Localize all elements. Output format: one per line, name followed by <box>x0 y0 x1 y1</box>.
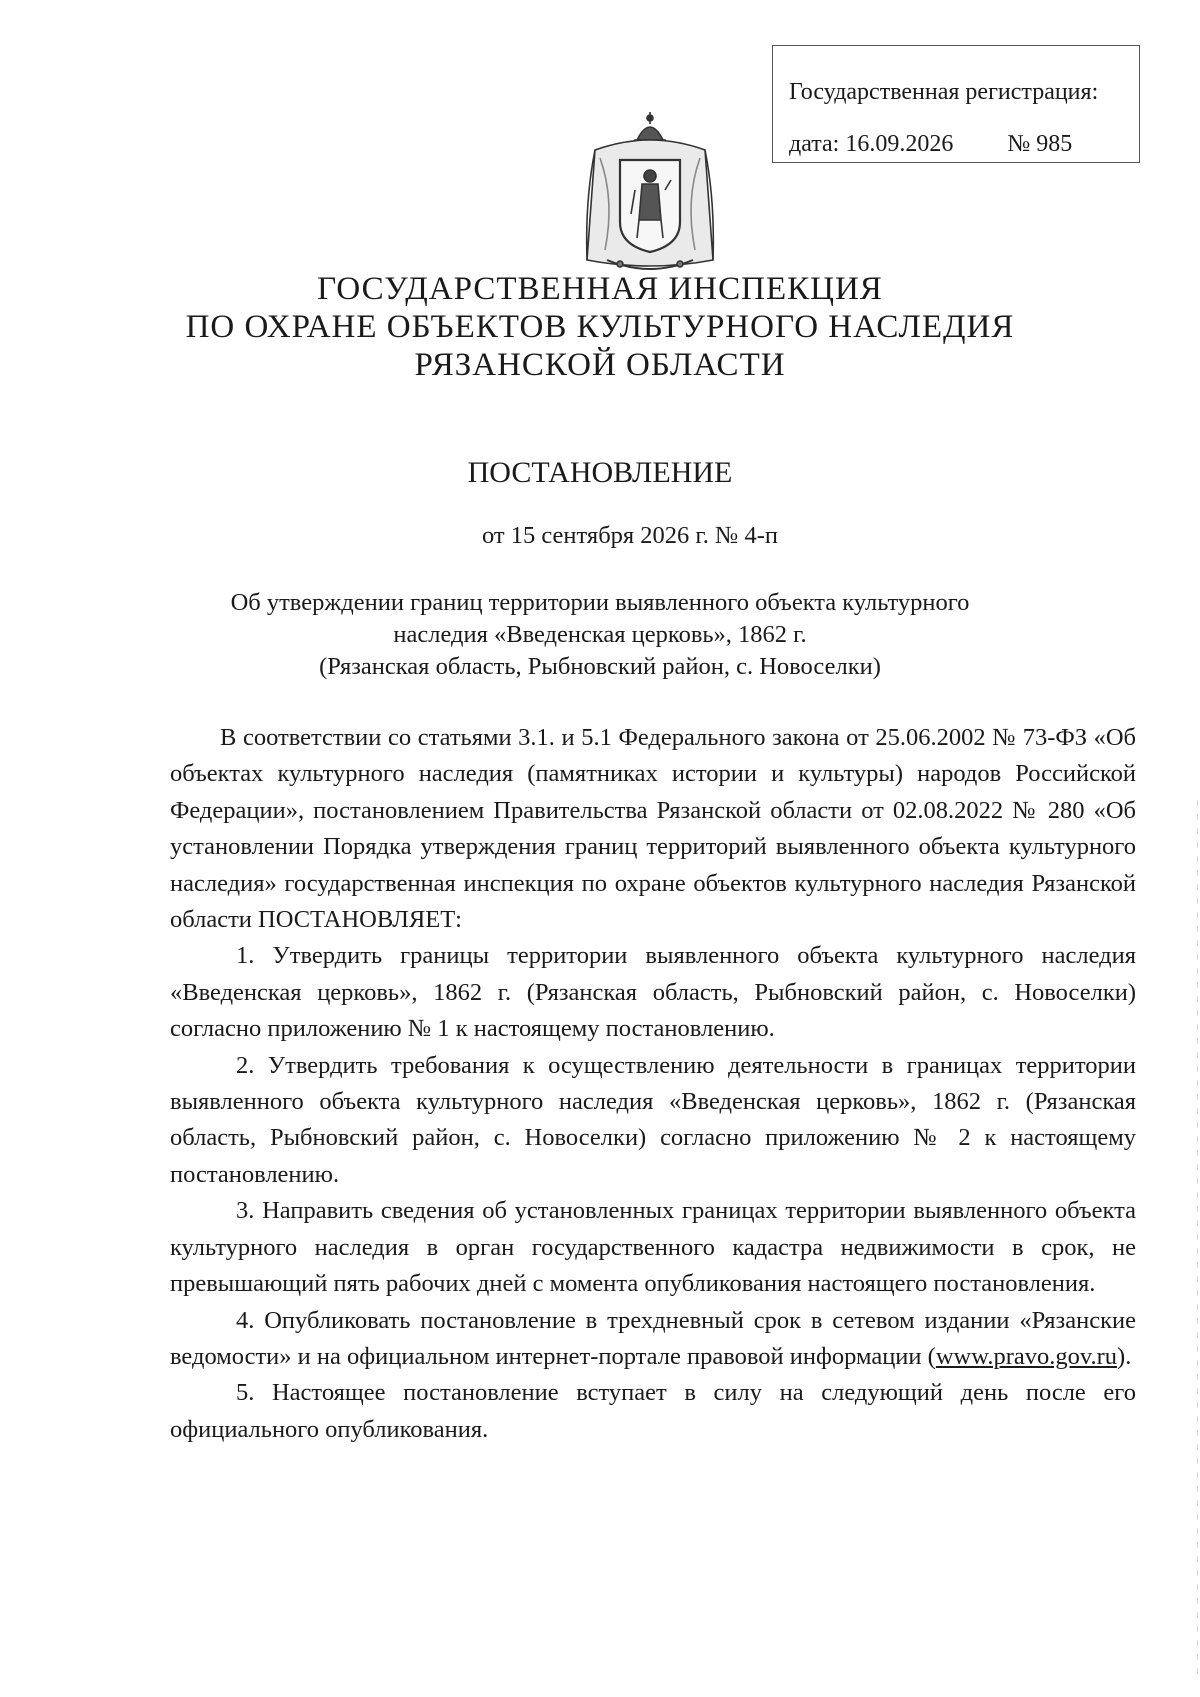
pravo-portal-link[interactable]: www.pravo.gov.ru <box>935 1342 1118 1370</box>
coat-of-arms-icon <box>575 110 725 280</box>
document-body <box>170 720 1136 1448</box>
resolution-item-5: 5. Настоящее постановление вступает в силу на следующий день после его официального опубликования. <box>170 1379 1136 1443</box>
registration-title: Государственная регистрация: <box>789 79 1099 105</box>
subject-line1: Об утверждении границ территории выявленного объекта культурного <box>230 589 970 616</box>
resolution-item-3: 3. Направить сведения об установленных границах территории выявленного объекта культурного наследия в орган государственного кадастра недвижимости в срок, не превышающий пять рабочих дней с момента опубликования настоящего постановления. <box>170 1197 1136 1298</box>
item4-text: 4. Опубликовать постановление в трехдневный срок в сетевом издании «Рязанские ведомости» и на официальном интернет-портале правовой информации ( <box>170 1306 1136 1370</box>
document-date-number: от 15 сентября 2026 г. № 4-п <box>482 522 778 549</box>
organization-title-line2: ПО ОХРАНЕ ОБЪЕКТОВ КУЛЬТУРНОГО НАСЛЕДИЯ <box>185 309 1015 345</box>
registration-details <box>789 118 1139 170</box>
subject-line3: (Рязанская область, Рыбновский район, с. Новоселки) <box>319 653 881 680</box>
organization-title-line3: РЯЗАНСКОЙ ОБЛАСТИ <box>414 347 786 383</box>
scan-edge-artifact <box>1197 800 1198 1680</box>
resolution-item-2: 2. Утвердить требования к осуществлению деятельности в границах территории выявленного объекта культурного наследия «Введенская церковь», 1862 г. (Рязанская область, Рыбновский район, с. Новоселки) согласно приложению № 2 к настоящему постановлению. <box>170 1051 1136 1188</box>
organization-title-line1: ГОСУДАРСТВЕННАЯ ИНСПЕКЦИЯ <box>317 271 883 307</box>
coat-of-arms-graphic <box>575 110 725 280</box>
registration-number: № 985 <box>1007 131 1073 157</box>
preamble-paragraph: В соответствии со статьями 3.1. и 5.1 Федерального закона от 25.06.2002 № 73-ФЗ «Об объектах культурного наследия (памятниках истории и культуры) народов Российской Федерации», постановлением Правительства Рязанской области от 02.08.2022 № 280 «Об установлении Порядка утверждения границ территорий выявленного объекта культурного наследия» государственная инспекция по охране объектов культурного наследия Рязанской области ПОСТАНОВЛЯЕТ: <box>170 724 1136 934</box>
subject-line2: наследия «Введенская церковь», 1862 г. <box>393 621 807 648</box>
registration-stamp <box>772 45 1140 163</box>
document-subject <box>150 587 1050 683</box>
item4-end: ). <box>1117 1342 1132 1370</box>
document-type: ПОСТАНОВЛЕНИЕ <box>467 456 733 489</box>
resolution-item-1: 1. Утвердить границы территории выявленного объекта культурного наследия «Введенская церковь», 1862 г. (Рязанская область, Рыбновский район, с. Новоселки) согласно приложению № 1 к настоящему постановлению. <box>170 942 1136 1043</box>
registration-date: дата: 16.09.2026 <box>789 131 954 157</box>
organization-title <box>150 270 1050 384</box>
resolution-item-4 <box>170 1303 1136 1376</box>
